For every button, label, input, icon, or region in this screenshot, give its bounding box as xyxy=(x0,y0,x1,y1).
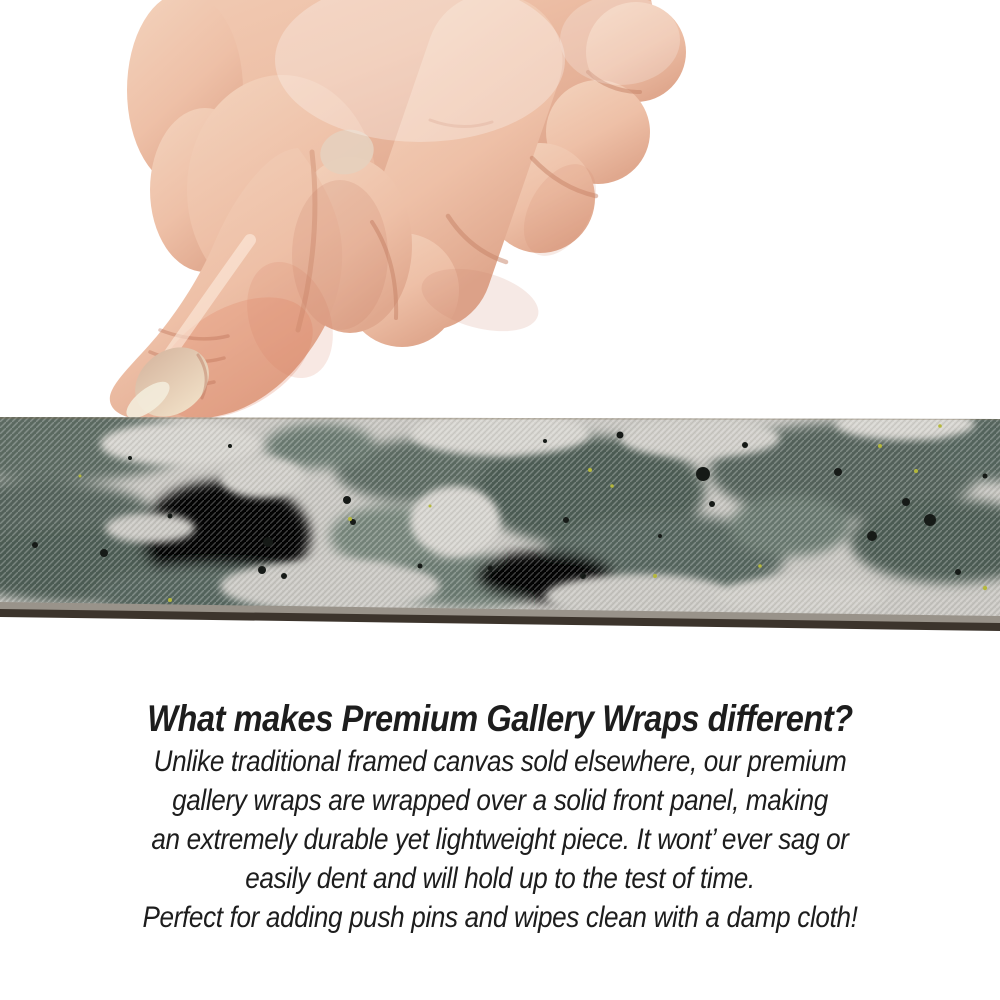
canvas-edge-photo xyxy=(0,416,1000,632)
caption-line-5: Perfect for adding push pins and wipes clean with a damp cloth! xyxy=(142,901,858,934)
caption-line-1: Unlike traditional framed canvas sold elsewhere, our premium xyxy=(153,745,847,778)
canvas-texture xyxy=(0,416,1000,622)
caption-heading: What makes Premium Gallery Wraps different? xyxy=(147,698,853,739)
caption-line-3: an extremely durable yet lightweight piece. It wont’ ever sag or xyxy=(151,823,849,856)
weave-pattern xyxy=(0,416,1000,618)
caption-line-2: gallery wraps are wrapped over a solid front panel, making xyxy=(172,784,828,817)
caption-block xyxy=(0,696,1000,937)
caption-line-4: easily dent and will hold up to the test of time. xyxy=(245,862,755,895)
hand-photo xyxy=(0,0,1000,436)
